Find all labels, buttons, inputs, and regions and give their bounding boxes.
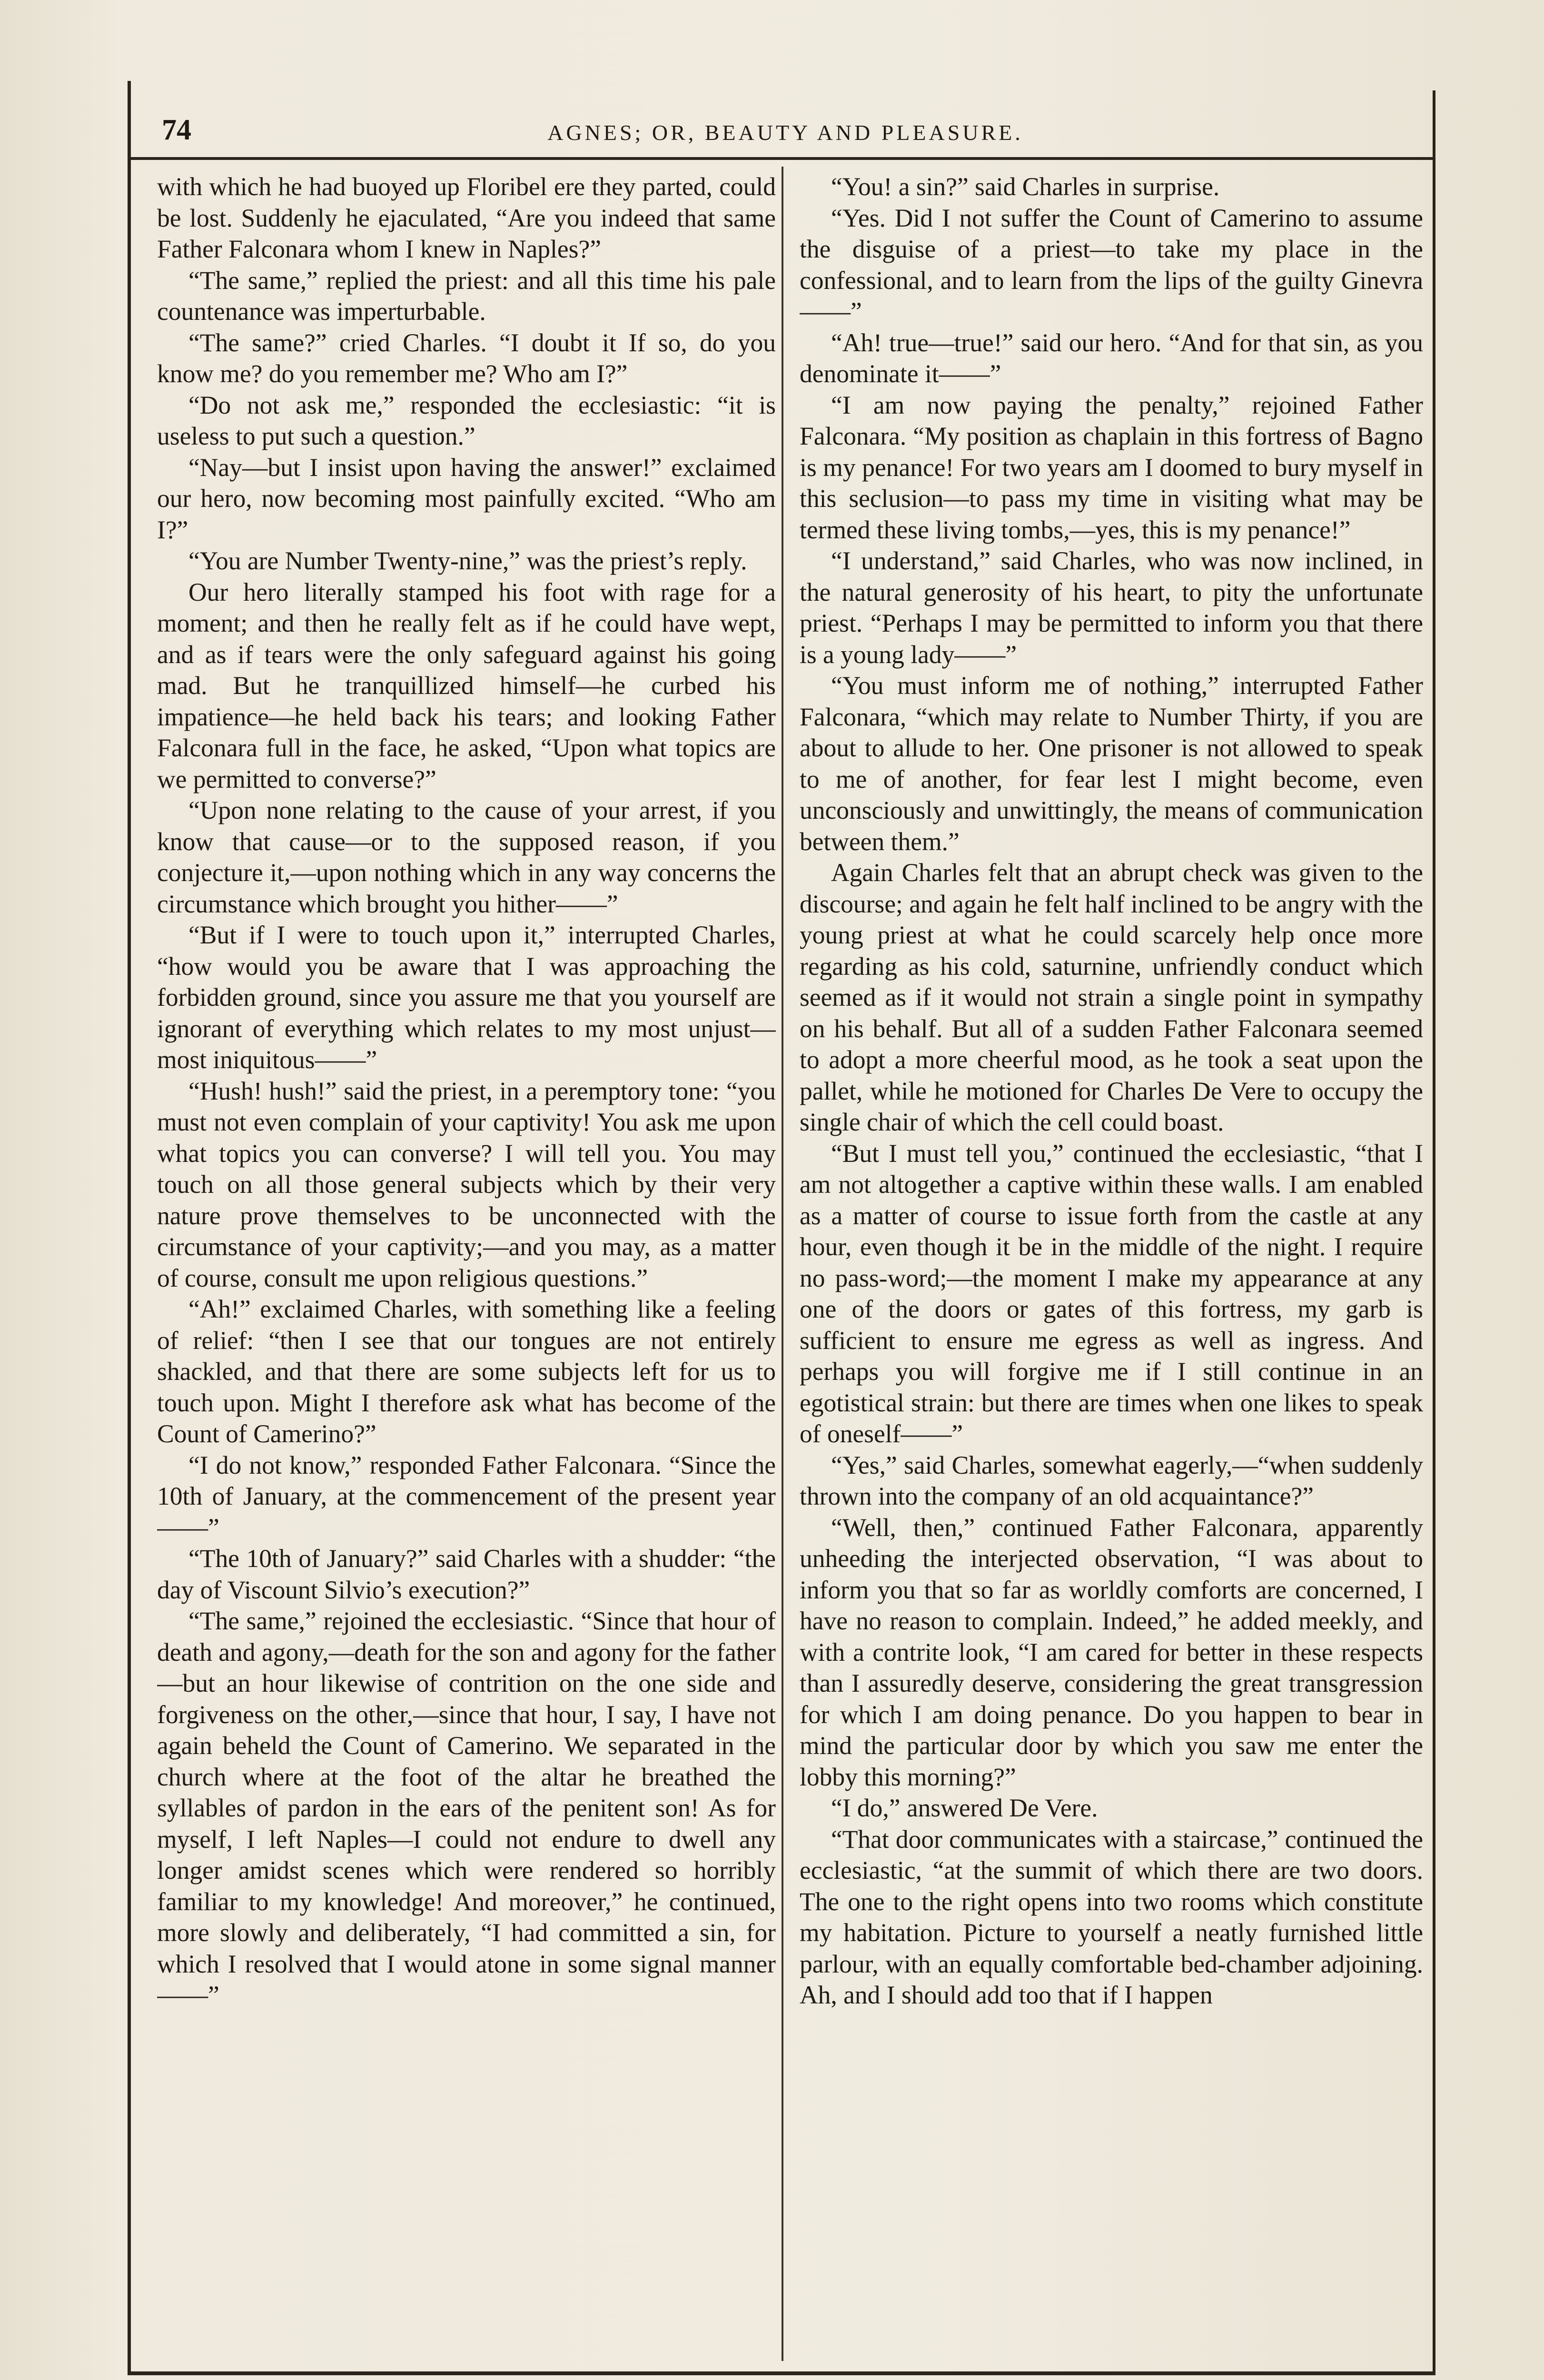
- paragraph: Our hero literally stamped his foot with rage for a moment; and then he really felt as if he could have wept, and as if tears were the only safeguard against his going mad. But he tranquillized himself—he curbed his impatience—he held back his tears; and looking Father Falconara full in the face, he asked, “Upon what topics are we permitted to converse?”: [157, 577, 776, 793]
- paragraph: “You must inform me of nothing,” interrupted Father Falconara, “which may relate to Number Thirty, if you are about to allude to her. One prisoner is not allowed to speak to me of another, for fear lest I might become, even unconsciously and unwittingly, the means of communication between them.”: [800, 671, 1423, 856]
- footer-rule: [128, 2371, 1435, 2375]
- paragraph: “I am now paying the penalty,” rejoined Father Falconara. “My position as chaplain in this fortress of Bagno is my penance! For two years am I doomed to bury myself in this seclusion—to pass my time in visiting what may be termed these living tombs,—yes, this is my penance!”: [800, 390, 1423, 544]
- paragraph: Again Charles felt that an abrupt check was given to the discourse; and again he felt half inclined to be angry with the young priest at what he could scarcely help once more regarding as his cold, saturnine, unfriendly conduct which seemed as if it would not strain a single point in sympathy on his behalf. But all of a sudden Father Falconara seemed to adopt a more cheerful mood, as he took a seat upon the pallet, while he motioned for Charles De Vere to occupy the single chair of which the cell could boast.: [800, 858, 1423, 1136]
- paragraph: “The same,” replied the priest: and all this time his pale countenance was imperturbable.: [157, 266, 776, 326]
- paragraph: “You are Number Twenty-nine,” was the priest’s reply.: [188, 546, 747, 575]
- paragraph: “Ah! true—true!” said our hero. “And for that sin, as you denominate it——”: [800, 328, 1423, 388]
- paragraph: “Ah!” exclaimed Charles, with something like a feeling of relief: “then I see that our tongues are not entirely shackled, and that there are some subjects left for us to touch upon. Might I therefore ask what has become of the Count of Camerino?”: [157, 1295, 776, 1448]
- paragraph: “Do not ask me,” responded the ecclesiastic: “it is useless to put such a question.”: [157, 390, 776, 450]
- paragraph: “Upon none relating to the cause of your arrest, if you know that cause—or to the supposed reason, if you conjecture it,—upon nothing which in any way concerns the circumstance which brought you hither——”: [157, 796, 776, 918]
- paragraph: “I do,” answered De Vere.: [831, 1794, 1098, 1822]
- left-text-column: [157, 171, 776, 2361]
- paragraph: “But if I were to touch upon it,” interrupted Charles, “how would you be aware that I was approaching the forbidden ground, since you assure me that you yourself are ignorant of everything which relates to my most unjust—most iniquitous——”: [157, 921, 776, 1074]
- paragraph: “Nay—but I insist upon having the answer!” exclaimed our hero, now becoming most painfully excited. “Who am I?”: [157, 453, 776, 544]
- running-title: AGNES; OR, BEAUTY AND PLEASURE.: [547, 120, 1023, 145]
- paragraph: “Well, then,” continued Father Falconara, apparently unheeding the interjected observation, “I was about to inform you that so far as worldly comforts are concerned, I have no reason to complain. Indeed,” he added meekly, and with a contrite look, “I am cared for better in these respects than I assuredly deserve, considering the great transgression for which I am doing penance. Do you happen to bear in mind the particular door by which you saw me enter the lobby this morning?”: [800, 1513, 1423, 1791]
- paragraph: “Hush! hush!” said the priest, in a peremptory tone: “you must not even complain of your captivity! You ask me upon what topics you can converse? I will tell you. You may touch on all those general subjects which by their very nature prove themselves to be unconnected with the circumstance of your captivity;—and you may, as a matter of course, consult me upon religious questions.”: [157, 1076, 776, 1292]
- right-text-column: [800, 171, 1423, 2361]
- paragraph: “But I must tell you,” continued the ecclesiastic, “that I am not altogether a captive within these walls. I am enabled as a matter of course to issue forth from the castle at any hour, even though it be in the middle of the night. I require no pass-word;—the moment I make my appearance at any one of the doors or gates of this fortress, my garb is sufficient to ensure me egress as well as ingress. And perhaps you will forgive me if I still continue in an egotistical strain: but there are times when one likes to speak of oneself——”: [800, 1139, 1423, 1448]
- left-border-rule: [128, 81, 131, 2375]
- page-header: [143, 113, 1428, 151]
- paragraph: “The same,” rejoined the ecclesiastic. “Since that hour of death and agony,—death for the son and agony for the father—but an hour likewise of contrition on the one side and forgiveness on the other,—since that hour, I say, I have not again beheld the Count of Camerino. We separated in the church where at the foot of the altar he breathed the syllables of pardon in the ears of the penitent son! As for myself, I left Naples—I could not endure to dwell any longer amidst scenes which were rendered so horribly familiar to my knowledge! And moreover,” he continued, more slowly and deliberately, “I had committed a sin, for which I resolved that I would atone in some signal manner——”: [157, 1606, 776, 2009]
- paragraph: “Yes. Did I not suffer the Count of Camerino to assume the disguise of a priest—to take my place in the confessional, and to learn from the lips of the guilty Ginevra——”: [800, 203, 1423, 326]
- paragraph: “I do not know,” responded Father Falconara. “Since the 10th of January, at the commencement of the present year——”: [157, 1450, 776, 1542]
- paragraph: “That door communicates with a staircase,” continued the ecclesiastic, “at the summit of which there are two doors. The one to the right opens into two rooms which constitute my habitation. Picture to yourself a neatly furnished little parlour, with an equally comfortable bed-chamber adjoining. Ah, and I should add too that if I happen: [800, 1825, 1423, 2009]
- paragraph: “I understand,” said Charles, who was now inclined, in the natural generosity of his heart, to pity the unfortunate priest. “Perhaps I may be permitted to inform you that there is a young lady——”: [800, 546, 1423, 669]
- column-divider: [782, 167, 783, 2361]
- paragraph: “You! a sin?” said Charles in surprise.: [831, 172, 1220, 201]
- paragraph: with which he had buoyed up Floribel ere they parted, could be lost. Suddenly he ejaculated, “Are you indeed that same Father Falconara whom I knew in Naples?”: [157, 172, 776, 263]
- header-rule: [128, 157, 1435, 160]
- right-border-rule: [1433, 90, 1435, 2375]
- paragraph: “Yes,” said Charles, somewhat eagerly,—“when suddenly thrown into the company of an old acquaintance?”: [800, 1450, 1423, 1510]
- page-number: 74: [162, 114, 191, 146]
- paragraph: “The same?” cried Charles. “I doubt it If so, do you know me? do you remember me? Who am I?”: [157, 328, 776, 388]
- paragraph: “The 10th of January?” said Charles with a shudder: “the day of Viscount Silvio’s execution?”: [157, 1544, 776, 1604]
